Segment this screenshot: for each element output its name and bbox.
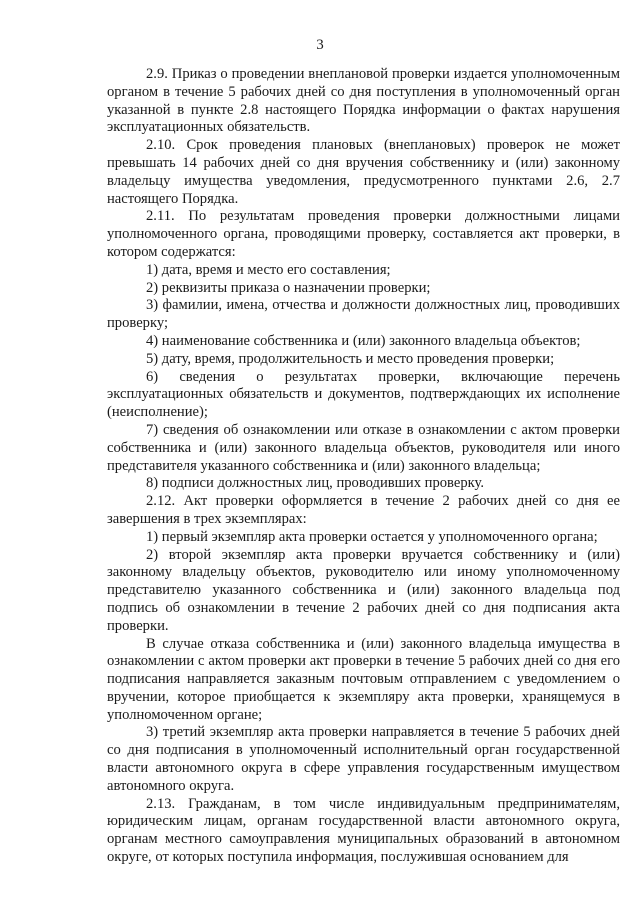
paragraph-2-9: 2.9. Приказ о проведении внеплановой проверки издается уполномоченным органом в течение 5 рабочих дней со дня поступления в уполномоченный орган указанной в пункте 2.8 настоящего Порядка информации о фактах нарушения эксплуатационных обязательств.	[107, 66, 620, 136]
list-item-6: 6) сведения о результатах проверки, включающие перечень эксплуатационных обязательств и документов, подтверждающих их исполнение (неисполнение);	[107, 368, 620, 421]
copy-item-3: 3) третий экземпляр акта проверки направляется в течение 5 рабочих дней со дня подписания в уполномоченный исполнительный орган государственной власти автономного округа в сфере управления государственным имуществом автономного округа.	[107, 724, 620, 794]
document-body	[107, 66, 620, 867]
copy-item-1: 1) первый экземпляр акта проверки остается у уполномоченного органа;	[146, 528, 598, 545]
paragraph-2-10: 2.10. Срок проведения плановых (внеплановых) проверок не может превышать 14 рабочих дней со дня вручения собственнику и (или) законному владельцу имущества уведомления, предусмотренного пунктами 2.6, 2.7 настоящего Порядка.	[107, 137, 620, 207]
paragraph-2-12: 2.12. Акт проверки оформляется в течение 2 рабочих дней со дня ее завершения в трех экземплярах:	[107, 493, 620, 527]
list-item-2: 2) реквизиты приказа о назначении проверки;	[146, 279, 431, 296]
list-item-5: 5) дату, время, продолжительность и место проведения проверки;	[146, 350, 555, 367]
list-item-8: 8) подписи должностных лиц, проводивших проверку.	[146, 475, 484, 492]
paragraph-2-11: 2.11. По результатам проведения проверки должностными лицами уполномоченного органа, проводящими проверку, составляется акт проверки, в котором содержатся:	[107, 208, 620, 260]
page-number: 3	[316, 37, 324, 53]
list-item-7: 7) сведения об ознакомлении или отказе в ознакомлении с актом проверки собственника и (или) законного владельца объектов, руководителя или иного представителя указанного собственника и (или) законного владельца;	[107, 421, 620, 474]
copy-item-2: 2) второй экземпляр акта проверки вручается собственнику и (или) законному владельцу объектов, руководителю или иному уполномоченному представителю указанного собственника и (или) законного владельца под подпись об ознакомлении в течение 2 рабочих дней со дня подписания акта проверки.	[107, 546, 620, 634]
refusal-paragraph: В случае отказа собственника и (или) законного владельца имущества в ознакомлении с актом проверки акт проверки в течение 5 рабочих дней со дня его подписания направляется заказным почтовым отправлением с уведомлением о вручении, которое приобщается к экземпляру акта проверки, хранящемуся в уполномоченном органе;	[107, 635, 620, 723]
list-item-1: 1) дата, время и место его составления;	[146, 261, 391, 278]
list-item-3: 3) фамилии, имена, отчества и должности должностных лиц, проводивших проверку;	[107, 297, 620, 332]
paragraph-2-13: 2.13. Гражданам, в том числе индивидуальным предпринимателям, юридическим лицам, органам государственной власти автономного округа, органам местного самоуправления муниципальных образований в автономном округе, от которых поступила информация, послужившая основанием для	[107, 795, 620, 866]
list-item-4: 4) наименование собственника и (или) законного владельца объектов;	[146, 332, 581, 349]
